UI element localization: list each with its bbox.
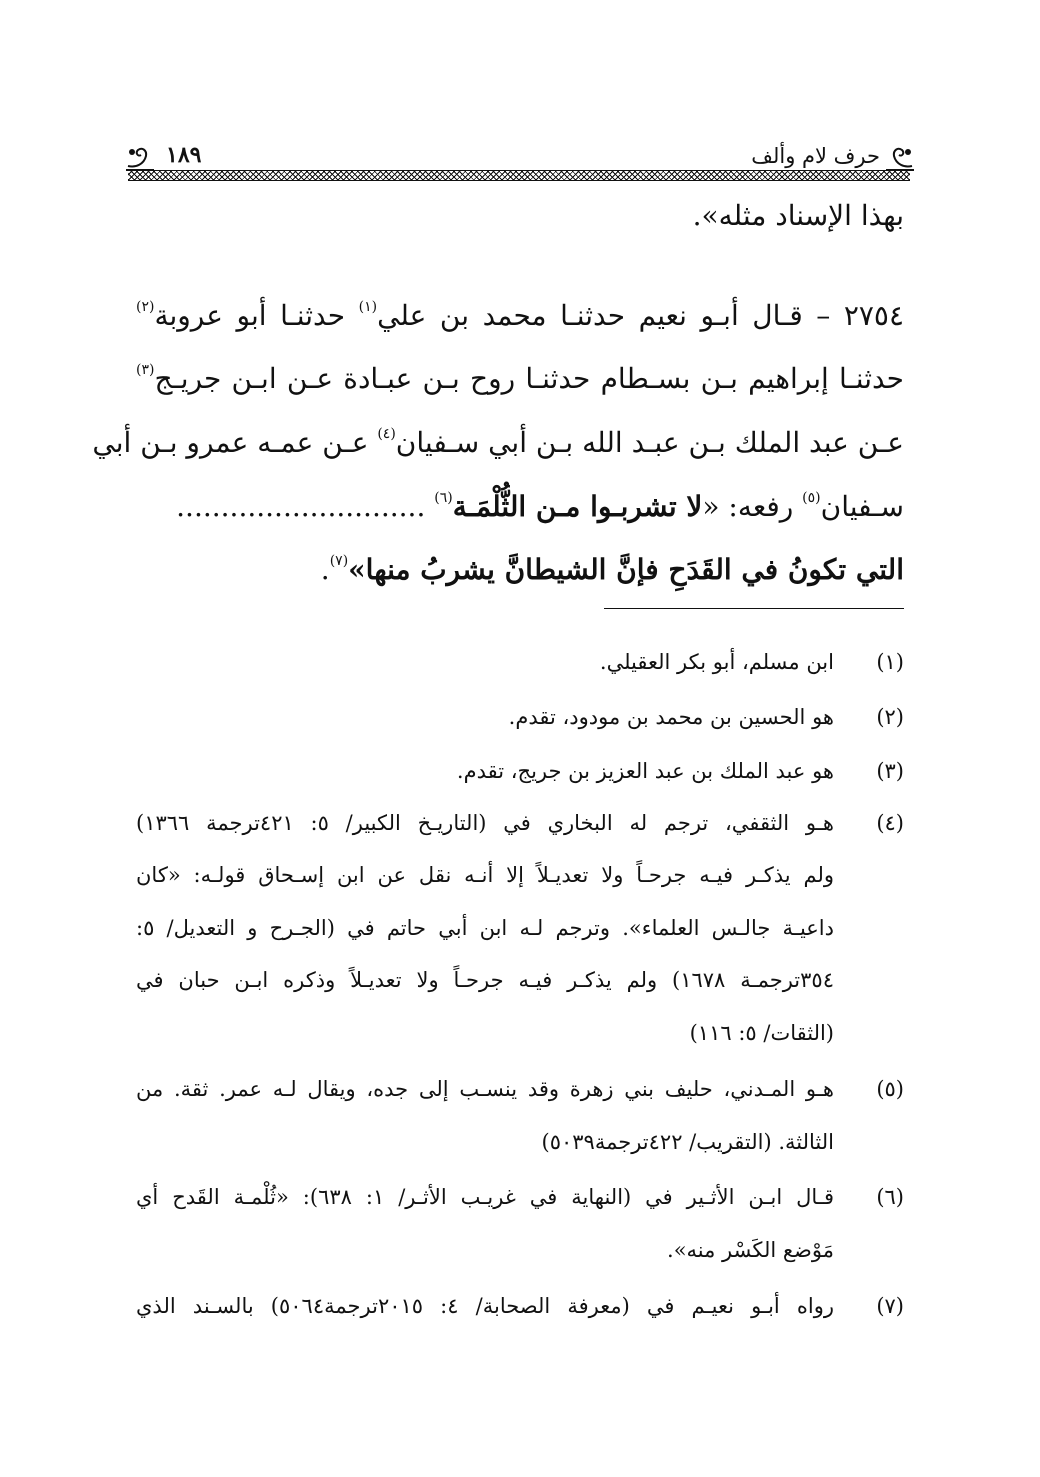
continuation-dots: ............................	[176, 490, 435, 523]
footnote-ref: (٣)	[136, 362, 155, 378]
footnote-number: (٧)	[876, 1294, 904, 1318]
footnote-number: (١)	[876, 650, 904, 674]
footnote-line: هـو المـدني، حليف بني زهرة وقد ينسـب إلى جده، ويقال لـه عمر. ثقة. من	[136, 1077, 834, 1101]
section-title: حرف لام وألف	[751, 144, 880, 168]
text: سـفيان	[820, 490, 904, 523]
footnote-line: قـال ابـن الأثـير في (النهاية في غريـب الأثـر/ ١: ٦٣٨): «ثُلْمـة القَدح أي	[136, 1185, 834, 1209]
footnote-ref: (٥)	[802, 490, 821, 506]
footnote-number: (٦)	[876, 1185, 904, 1209]
footnote-number: (٣)	[876, 759, 904, 783]
footnote-line: (الثقات/ ٥: ١١٦)	[689, 1021, 834, 1045]
footnote-ref: (٤)	[377, 426, 396, 442]
text: حدثنـا إبراهيم بـن بسـطام حدثنـا روح بـن عبـادة عـن ابـن جريـج	[154, 362, 904, 395]
footnote-line: ولم يذكـر فيـه جرحـاً ولا تعديـلاً إلا أنـه نقل عن ابن إسـحاق قولـه: «كان	[136, 863, 834, 887]
text: .	[320, 553, 330, 586]
text: عـن عبد الملك بـن عبـد الله بـن أبي سـفيان	[395, 426, 904, 459]
footnote-line: ابن مسلم، أبو بكر العقيلي.	[599, 650, 834, 674]
footnote-line: هـو الثقفي، ترجم له البخاري في (التاريـخ الكبير/ ٥: ٤٢١ترجمة ١٣٦٦)	[136, 811, 834, 835]
text: عـن عمـه عمرو بـن أبي	[92, 426, 378, 459]
page-number: ١٨٩	[166, 142, 202, 168]
footnote-line: رواه أبـو نعيـم في (معرفة الصحابة/ ٤: ٢٠١٥ترجمة٥٠٦٤) بالسـند الذي	[136, 1294, 834, 1318]
text: حدثنـا أبو عروبة	[154, 299, 359, 332]
text: رفعه: «	[702, 490, 803, 523]
header-rule	[128, 170, 910, 181]
hadith-text: لا تشربـوا مـن الثُّلْمَـة	[452, 490, 703, 523]
running-header	[128, 140, 910, 184]
footnote-line: هو عبد الملك بن عبد العزيز بن جريج، تقدم.	[456, 759, 834, 783]
main-line-4	[136, 487, 904, 527]
footnote-line: مَوْضع الكَسْر منه».	[667, 1238, 834, 1262]
text: بهذا الإسناد مثله».	[692, 199, 904, 232]
main-line-5	[136, 550, 904, 590]
main-line-2	[136, 359, 904, 399]
footnote-ref: (٢)	[136, 299, 155, 315]
hadith-text: التي تكونُ في القَدَحِ فإنَّ الشيطانَّ يشربُ منها»	[348, 553, 904, 586]
text: ٢٧٥٤ – قـال أبـو نعيم حدثنـا محمد بن علي	[377, 299, 904, 332]
footnote-line: داعيـة جالـس العلماء». وترجم لـه ابن أبي حاتم في (الجـرح و التعديل/ ٥:	[136, 916, 834, 940]
main-line-1	[136, 296, 904, 336]
footnote-line: الثالثة. (التقريب/ ٤٢٢ترجمة٥٠٣٩)	[541, 1130, 834, 1154]
footnote-number: (٢)	[876, 705, 904, 729]
footnote-number: (٥)	[876, 1077, 904, 1101]
footnote-line: هو الحسين بن محمد بن مودود، تقدم.	[508, 705, 834, 729]
footnote-line: ٣٥٤ترجمـة ١٦٧٨) ولم يذكـر فيـه جرحـاً ولا تعديـلاً وذكره ابـن حبان في	[136, 968, 834, 992]
main-line-3	[92, 423, 904, 463]
footnote-ref: (٧)	[329, 553, 349, 569]
footnote-separator	[604, 608, 904, 609]
footnote-ref: (٦)	[434, 490, 453, 506]
footnote-ref: (١)	[358, 299, 378, 315]
main-line-0	[136, 196, 904, 236]
footnote-number: (٤)	[876, 811, 904, 835]
